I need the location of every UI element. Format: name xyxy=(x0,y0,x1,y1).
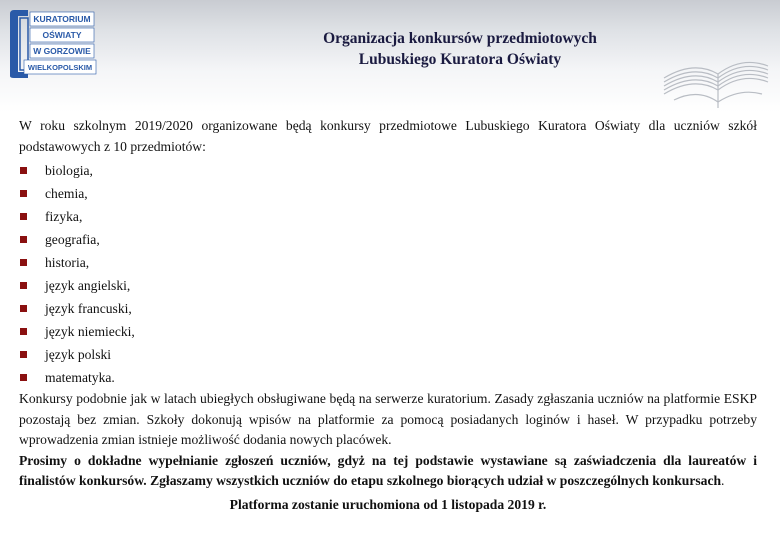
square-bullet-icon xyxy=(20,305,27,312)
subjects-list xyxy=(19,159,757,389)
list-item xyxy=(19,182,757,205)
intro-paragraph: W roku szkolnym 2019/2020 organizowane będą konkursy przedmiotowe Lubuskiego Kuratora Oświaty dla uczniów szkół podstawowych z 10 przedmiotów: xyxy=(19,118,757,154)
kuratorium-logo xyxy=(6,6,98,82)
square-bullet-icon xyxy=(20,190,27,197)
subject-label: chemia, xyxy=(45,186,88,201)
square-bullet-icon xyxy=(20,259,27,266)
subject-label: język angielski, xyxy=(45,278,131,293)
logo-line4: WIELKOPOLSKIM xyxy=(27,63,93,72)
subject-label: fizyka, xyxy=(45,209,83,224)
subject-label: matematyka. xyxy=(45,370,115,385)
square-bullet-icon xyxy=(20,351,27,358)
list-item xyxy=(19,251,757,274)
list-item xyxy=(19,320,757,343)
square-bullet-icon xyxy=(20,374,27,381)
square-bullet-icon xyxy=(20,213,27,220)
subject-label: język francuski, xyxy=(45,301,132,316)
logo-line1: KURATORIUM xyxy=(33,14,91,24)
header-banner xyxy=(0,0,780,112)
launch-notice: Platforma zostanie uruchomiona od 1 listopada 2019 r. xyxy=(229,496,547,512)
page-title xyxy=(160,28,760,70)
list-item xyxy=(19,228,757,251)
platform-paragraph: Konkursy podobnie jak w latach ubiegłych obsługiwane będą na serwerze kuratorium. Zasady zgłaszania uczniów na platformie ESKP pozostają bez zmian. Szkoły dokonują wpisów na platformie za pomocą posiadanych loginów i haseł. W przypadku potrzeby wprowadzenia zmian istnieje możliwość dodania nowych placówek. xyxy=(19,391,757,447)
square-bullet-icon xyxy=(20,167,27,174)
list-item xyxy=(19,159,757,182)
square-bullet-icon xyxy=(20,236,27,243)
request-paragraph xyxy=(19,451,757,492)
document-body xyxy=(19,116,757,515)
subject-label: język polski xyxy=(45,347,112,362)
list-item xyxy=(19,343,757,366)
subject-label: język niemiecki, xyxy=(45,324,135,339)
list-item xyxy=(19,274,757,297)
logo-line2: OŚWIATY xyxy=(42,30,82,40)
list-item xyxy=(19,366,757,389)
list-item xyxy=(19,297,757,320)
request-period: . xyxy=(721,473,725,488)
request-text: Prosimy o dokładne wypełnianie zgłoszeń uczniów, gdyż na tej podstawie wystawiane są zaświadczenia dla laureatów i finalistów konkursów. Zgłaszamy wszystkich uczniów do etapu szkolnego biorących udział w poszczególnych konkursach xyxy=(19,452,757,488)
subject-label: historia, xyxy=(45,255,90,270)
title-line-2: Lubuskiego Kuratora Oświaty xyxy=(358,51,562,68)
subject-label: geografia, xyxy=(45,232,100,247)
square-bullet-icon xyxy=(20,282,27,289)
subject-label: biologia, xyxy=(45,163,93,178)
square-bullet-icon xyxy=(20,328,27,335)
title-line-1: Organizacja konkursów przedmiotowych xyxy=(323,30,597,47)
list-item xyxy=(19,205,757,228)
logo-line3: W GORZOWIE xyxy=(33,46,91,56)
